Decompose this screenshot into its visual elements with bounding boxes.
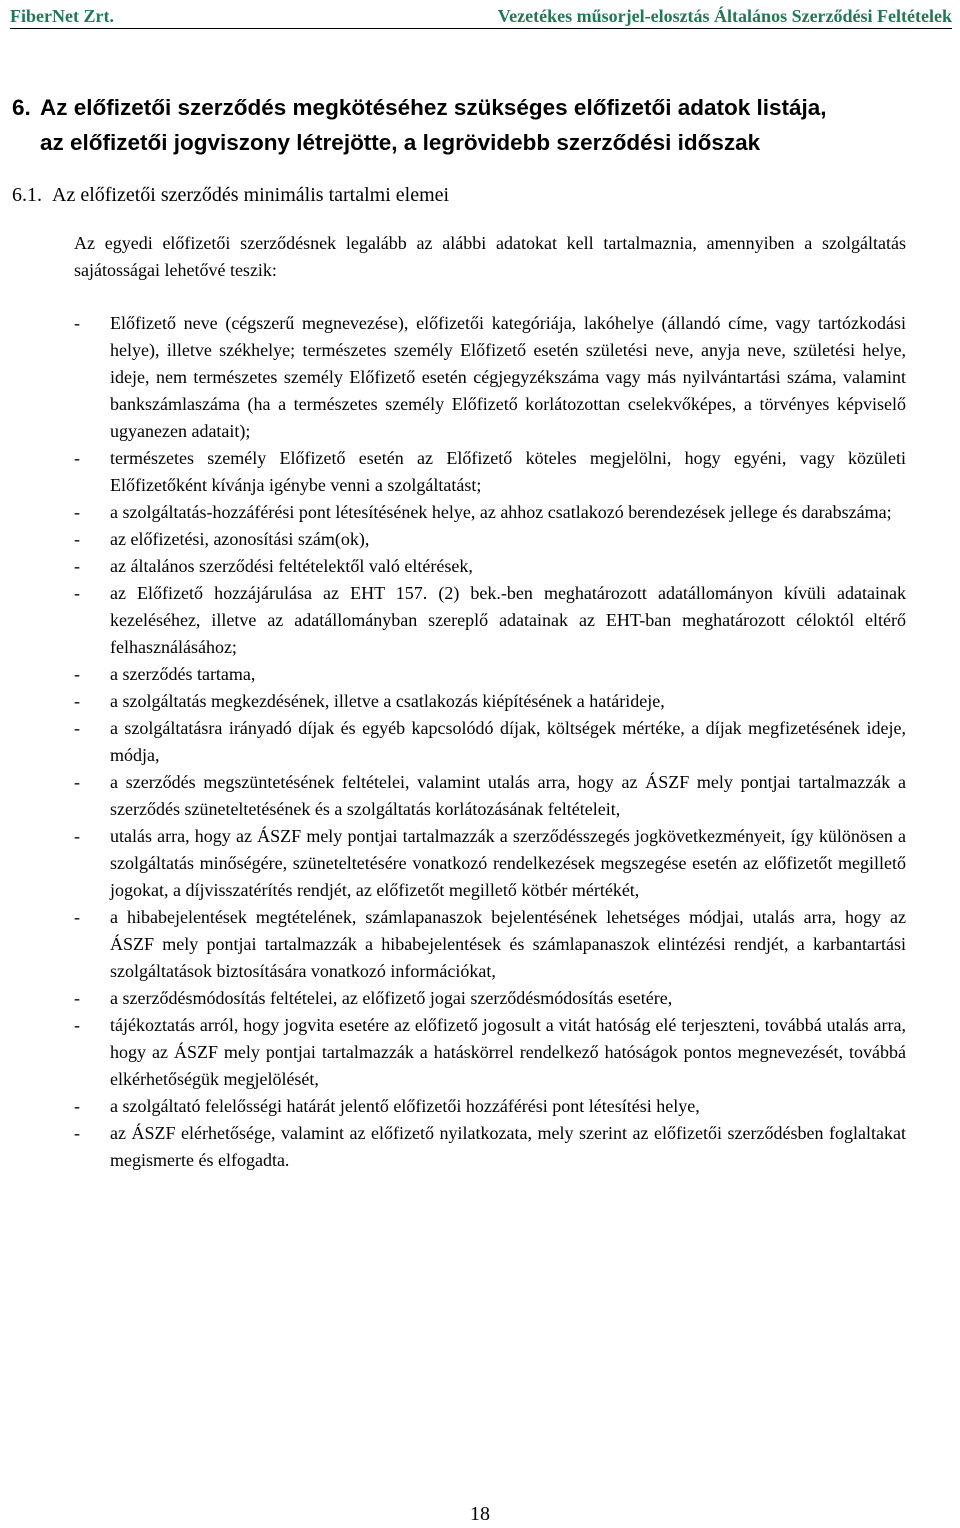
intro-paragraph: Az egyedi előfizetői szerződésnek legalább az alábbi adatokat kell tartalmaznia, amennyiben a szolgáltatás sajátosságai lehetővé teszik: xyxy=(74,233,906,280)
list-marker: - xyxy=(74,664,80,684)
list-item-text: természetes személy Előfizető esetén az Előfizető köteles megjelölni, hogy egyéni, vagy közületi Előfizetőként kívánja igénybe venni a szolgáltatást; xyxy=(110,448,906,495)
required-data-list xyxy=(0,310,960,1174)
list-item xyxy=(0,823,906,904)
list-item xyxy=(0,1120,906,1174)
list-item-text: a szolgáltatás megkezdésének, illetve a csatlakozás kiépítésének a határideje, xyxy=(110,691,665,711)
subsection-number: 6.1. xyxy=(12,184,42,206)
list-marker: - xyxy=(74,583,80,603)
list-item xyxy=(0,553,906,580)
list-item-text: a szerződésmódosítás feltételei, az előfizető jogai szerződésmódosítás esetére, xyxy=(110,988,673,1008)
list-marker: - xyxy=(74,1096,80,1116)
list-item xyxy=(0,526,906,553)
list-item-text: utalás arra, hogy az ÁSZF mely pontjai tartalmazzák a szerződésszegés jogkövetkezményeit, így különösen a szolgáltatás minőségére, szüneteltetésére vonatkozó rendelkezések megszegése esetén az előfizetőt megillető jogokat, a díjvisszatérítés rendjét, az előfizetőt megillető kötbér mértékét, xyxy=(110,826,906,900)
list-item xyxy=(0,661,906,688)
header-document-title: Vezetékes műsorjel-elosztás Általános Szerződési Feltételek xyxy=(497,6,952,26)
page-header xyxy=(10,4,952,29)
list-item xyxy=(0,445,906,499)
section-title-line-2: az előfizetői jogviszony létrejötte, a legrövidebb szerződési időszak xyxy=(40,130,761,155)
subsection-heading xyxy=(12,181,932,209)
list-marker: - xyxy=(74,448,80,468)
list-item xyxy=(0,580,906,661)
list-marker: - xyxy=(74,718,80,738)
list-marker: - xyxy=(74,556,80,576)
list-item-text: az általános szerződési feltételektől való eltérések, xyxy=(110,556,473,576)
section-number: 6. xyxy=(12,95,31,120)
list-marker: - xyxy=(74,988,80,1008)
list-item xyxy=(0,688,906,715)
list-marker: - xyxy=(74,313,80,333)
list-item-text: a szerződés megszüntetésének feltételei, valamint utalás arra, hogy az ÁSZF mely pontjai tartalmazzák a szerződés szüneteltetésének és a szolgáltatás korlátozásának feltételeit, xyxy=(110,772,906,819)
list-item-text: a hibabejelentések megtételének, számlapanaszok bejelentésének lehetséges módjai, utalás arra, hogy az ÁSZF mely pontjai tartalmazzák a hibabejelentések és számlapanaszok elintézési rendjét, a karbantartási szolgáltatások biztosítására vonatkozó információkat, xyxy=(110,907,906,981)
list-item xyxy=(0,1093,906,1120)
list-marker: - xyxy=(74,691,80,711)
list-item-text: az előfizetési, azonosítási szám(ok), xyxy=(110,529,370,549)
header-company: FiberNet Zrt. xyxy=(10,6,114,26)
list-item xyxy=(0,1012,906,1093)
section-heading xyxy=(12,90,942,160)
list-item-text: tájékoztatás arról, hogy jogvita esetére az előfizető jogosult a vitát hatóság elé terjeszteni, továbbá utalás arra, hogy az ÁSZF mely pontjai tartalmazzák a hatáskörrel rendelkező hatóságok pontos megnevezését, továbbá elkérhetőségük megjelölését, xyxy=(110,1015,906,1089)
list-marker: - xyxy=(74,826,80,846)
list-marker: - xyxy=(74,1123,80,1143)
list-item-text: a szolgáltatás-hozzáférési pont létesítésének helye, az ahhoz csatlakozó berendezések jellege és darabszáma; xyxy=(110,502,892,522)
list-item-text: Előfizető neve (cégszerű megnevezése), előfizetői kategóriája, lakóhelye (állandó címe, vagy tartózkodási helye), illetve székhelye; természetes személy Előfizető esetén születési neve, anyja neve, születési helye, ideje, nem természetes személy Előfizető esetén cégjegyzékszáma vagy más nyilvántartási száma, valamint bankszámlaszáma (ha a természetes személy Előfizető korlátozottan cselekvőképes, a törvényes képviselő ugyanezen adatait); xyxy=(110,313,906,441)
list-item xyxy=(0,499,906,526)
list-item-text: az Előfizető hozzájárulása az EHT 157. (2) bek.-ben meghatározott adatállományon kívüli adatainak kezeléséhez, illetve az adatállományban szereplő adatainak az EHT-ban meghatározott céloktól eltérő felhasználásához; xyxy=(110,583,906,657)
list-item-text: a szerződés tartama, xyxy=(110,664,256,684)
list-item xyxy=(0,985,906,1012)
section-heading-line-1 xyxy=(12,90,942,125)
list-marker: - xyxy=(74,907,80,927)
list-marker: - xyxy=(74,529,80,549)
list-item-text: a szolgáltatásra irányadó díjak és egyéb kapcsolódó díjak, költségek mértéke, a díjak megfizetésének ideje, módja, xyxy=(110,718,906,765)
list-item xyxy=(0,904,906,985)
list-marker: - xyxy=(74,1015,80,1035)
list-item-text: az ÁSZF elérhetősége, valamint az előfizető nyilatkozata, mely szerint az előfizetői szerződésben foglaltakat megismerte és elfogadta. xyxy=(110,1123,906,1170)
list-item xyxy=(0,310,906,445)
list-item xyxy=(0,769,906,823)
list-marker: - xyxy=(74,502,80,522)
subsection-title: Az előfizetői szerződés minimális tartalmi elemei xyxy=(52,184,450,206)
section-title-line-1: Az előfizetői szerződés megkötéséhez szükséges előfizetői adatok listája, xyxy=(40,95,827,120)
list-item-text: a szolgáltató felelősségi határát jelentő előfizetői hozzáférési pont létesítési helye, xyxy=(110,1096,700,1116)
page-number: 18 xyxy=(470,1503,490,1525)
list-item xyxy=(0,715,906,769)
list-marker: - xyxy=(74,772,80,792)
